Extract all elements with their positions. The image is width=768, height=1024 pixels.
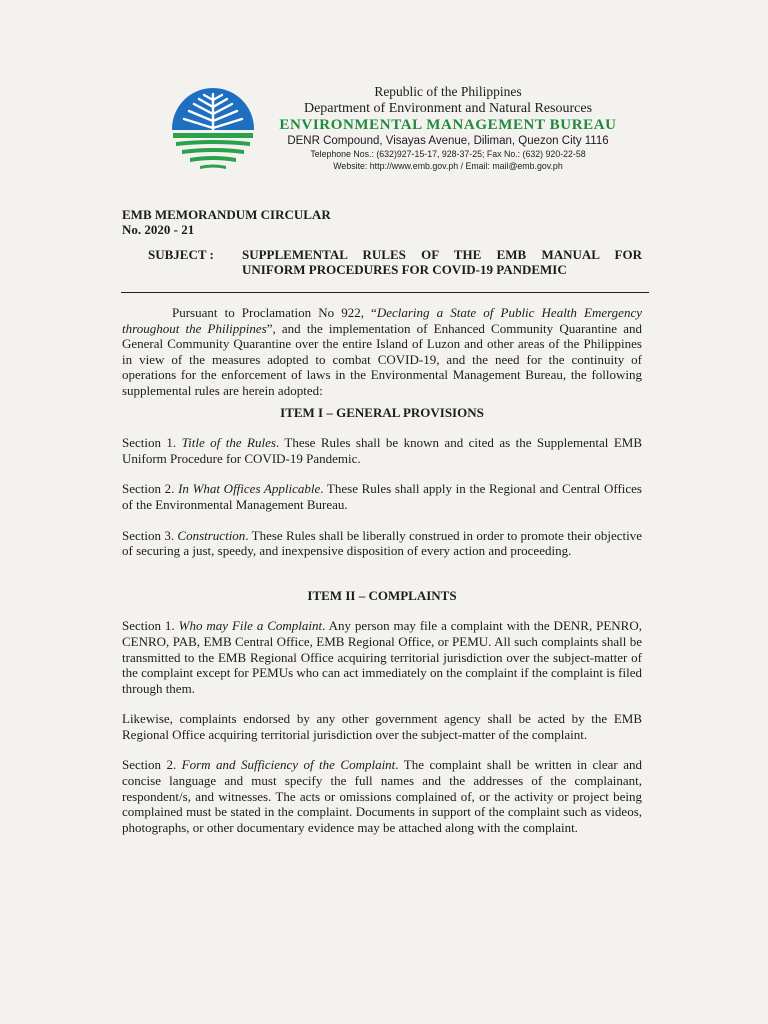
item-2-section-2 (122, 757, 642, 835)
subject-line-2: UNIFORM PROCEDURES FOR COVID-19 PANDEMIC (242, 262, 567, 277)
section-number: Section 1. (122, 618, 179, 634)
item-1-section-3 (122, 528, 642, 559)
letterhead-address: DENR Compound, Visayas Avenue, Diliman, Quezon City 1116 (287, 135, 609, 147)
intro-paragraph (122, 305, 642, 399)
subject-block (148, 247, 642, 277)
item-2-section-1 (122, 618, 642, 696)
memo-number: No. 2020 - 21 (122, 222, 195, 237)
divider-line (121, 292, 649, 293)
item-2-likewise-paragraph: Likewise, complaints endorsed by any other government agency shall be acted by the EMB Regional Office acquiring territorial jurisdiction over the subject-matter of the complaint. (122, 711, 642, 742)
section-number: Section 2. (122, 481, 179, 497)
intro-text-a: Pursuant to Proclamation No 922, “ (172, 305, 377, 320)
section-text: . Any person may file a complaint with the DENR, PENRO, CENRO, PAB, EMB Central Office, EMB Regional Office, or PEMU. All such complaints shall be transmitted to the EMB Regional Office acquiring territorial jurisdiction over the subject-matter of the complaint except for PEMUs who can act immediately on the complaint if the complaint is filed through them. (122, 618, 642, 696)
section-text: . The complaint shall be written in clear and concise language and must specify the full names and the addresses of the complainant, respondent/s, and witnesses. The acts or omissions complained of, or the activity or project being complained must be stated in the complaint. Documents in support of the complaint such as videos, photographs, or other documentary evidence may be attached along with the complaint. (122, 757, 642, 835)
item-2-heading: ITEM II – COMPLAINTS (307, 587, 457, 603)
subject-line-1: SUPPLEMENTAL RULES OF THE EMB MANUAL FOR (242, 247, 642, 262)
letterhead (278, 84, 618, 172)
section-title: Who may File a Complaint (178, 618, 323, 634)
section-title: Title of the Rules (181, 435, 276, 451)
section-number: Section 3. (122, 527, 178, 543)
item-1-section-1 (122, 435, 642, 466)
proclamation-title: Declaring a State of Public Health Emergency throughout the Philippines (122, 305, 642, 336)
section-title: Form and Sufficiency of the Complaint (181, 757, 396, 773)
subject-label: SUBJECT : (148, 247, 214, 262)
item-1-section-2 (122, 481, 642, 512)
section-title: Construction (177, 527, 246, 543)
letterhead-department: Department of Environment and Natural Resources (303, 101, 593, 116)
letterhead-republic: Republic of the Philippines (374, 84, 522, 99)
document-body (122, 305, 642, 835)
letterhead-website: Website: http://www.emb.gov.ph / Email: mail@emb.gov.ph (333, 161, 563, 171)
section-text: . These Rules shall be known and cited as the Supplemental EMB Uniform Procedure for COVID-19 Pandemic. (122, 435, 643, 466)
emb-logo-icon (170, 86, 256, 172)
memo-title: EMB MEMORANDUM CIRCULAR (122, 207, 331, 222)
section-title: In What Offices Applicable (178, 481, 321, 497)
section-number: Section 1. (122, 435, 182, 451)
letterhead-phone: Telephone Nos.: (632)927-15-17, 928-37-25; Fax No.: (632) 920-22-58 (310, 149, 586, 159)
item-1-heading: ITEM I – GENERAL PROVISIONS (280, 404, 484, 420)
letterhead-bureau: ENVIRONMENTAL MANAGEMENT BUREAU (279, 117, 617, 133)
section-text: . These Rules shall be liberally construed in order to promote their objective of securing a just, speedy, and inexpensive disposition of every action and proceeding. (122, 527, 642, 559)
section-number: Section 2. (122, 757, 182, 773)
intro-text-c: ”, and the implementation of Enhanced Community Quarantine and General Community Quarantine over the entire Island of Luzon and other areas of the Philippines in view of the measures adopted to combat COVID-19, and the need for the continuity of operations for the enforcement of laws in the Environmental Management Bureau, the following supplemental rules are herein adopted: (122, 320, 643, 398)
section-text: . These Rules shall apply in the Regional and Central Offices of the Environmental Management Bureau. (122, 481, 642, 512)
memo-header (122, 207, 331, 237)
